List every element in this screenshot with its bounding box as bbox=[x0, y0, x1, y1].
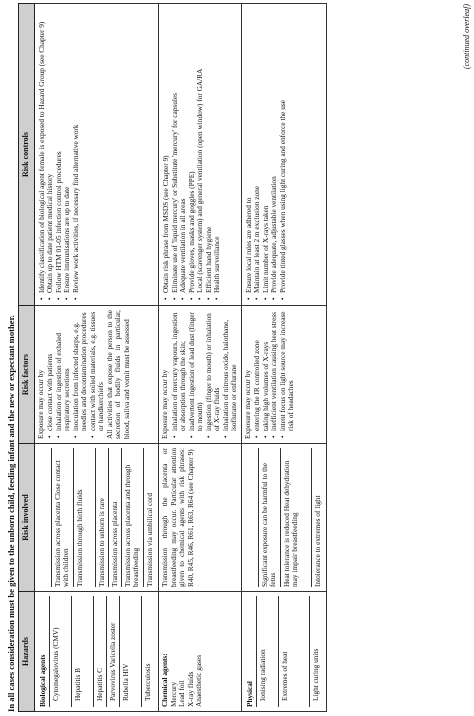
intro-text: In all cases consideration must be given to the unborn child, feeding infant and the new or expectant mother. bbox=[6, 315, 16, 712]
physical-risk-cell bbox=[241, 444, 327, 592]
biological-category: Biological agents bbox=[37, 654, 47, 707]
factor-item: • entering the IR controlled zone bbox=[253, 310, 262, 431]
control-item: • Identify classification of biological agent female is exposed to Hazard Group (see Chapter 9) bbox=[38, 8, 47, 293]
physical-controls-cell bbox=[241, 4, 327, 306]
factor-item: • inhalation of nitrous oxide, halothane, isoflurane or enflurane bbox=[222, 310, 239, 431]
factor-item: • ingestion (finger to mouth) or inhalation of X-ray fluids bbox=[205, 310, 222, 431]
header-row bbox=[19, 4, 35, 712]
risk-item bbox=[37, 448, 51, 587]
risk-item: Transmission through the placenta or breastfeeding may occur. Particular attention given to chemical agents with risk phrases: R40, R45, R46, R61, R63, R64 (see Chapter 9) bbox=[160, 448, 195, 587]
factors-intro: Exposure may occur by bbox=[242, 369, 252, 439]
hazard-item: Cytomegalovirus (CMV) bbox=[49, 596, 71, 707]
chemical-row bbox=[159, 4, 242, 712]
header-hazards: Hazards bbox=[19, 592, 35, 712]
factors-list bbox=[46, 310, 106, 439]
biological-hazards-cell bbox=[34, 592, 159, 712]
hazard-item: Hepatitis B bbox=[71, 596, 93, 707]
hazard-item: X-ray fluids bbox=[185, 671, 195, 707]
control-item: • Review work activities, if necessary find alternative work bbox=[72, 8, 81, 293]
control-item: • Maintain at least 2 m exclusion zone bbox=[253, 8, 262, 293]
risk-item: Transmission to unborn is rare bbox=[95, 448, 108, 587]
hazard-item: Mercury bbox=[168, 681, 178, 707]
risk-item: Heat tolerance is reduced Heat dehydration may impair breastfeeding bbox=[280, 448, 311, 587]
biological-controls-cell bbox=[34, 4, 159, 306]
control-item: • Obtain risk phrase from MSDS (see Chapter 9) bbox=[162, 8, 171, 293]
hazard-table bbox=[18, 3, 327, 712]
chemical-factors-cell bbox=[159, 306, 242, 444]
control-item: • Efficient hand hygiene bbox=[205, 8, 214, 293]
control-item: • Provide adequate, adjustable ventilation bbox=[270, 8, 279, 293]
hazard-item: Anaesthetic gases bbox=[194, 654, 203, 707]
factor-item: • close contact with patients bbox=[46, 310, 55, 431]
control-item: • Follow HTM 01-05 infection control procedures bbox=[55, 8, 64, 293]
factors-note: All activities that expose the person to the secretion of bodily fluids in particular, blood, saliva and vomit must be assessed bbox=[104, 310, 131, 439]
controls-list bbox=[38, 8, 81, 301]
hazard-item: Light curing units bbox=[309, 596, 323, 707]
hazard-item: Parvovirus Varicella zoster bbox=[106, 596, 119, 707]
risk-item: Significant exposure can be harmful to the fetus bbox=[258, 448, 280, 587]
continued-overleaf: (continued overleaf) bbox=[462, 4, 471, 70]
factor-item: • inadvertent ingestion of lead dust (finger to mouth) bbox=[188, 310, 205, 431]
control-item: • Obtain up to date patient medical history bbox=[46, 8, 55, 293]
physical-factors-cell bbox=[241, 306, 327, 444]
control-item: • Provide gloves, masks and goggles (PPE) bbox=[188, 8, 197, 293]
risk-item: Transmission through birth fluids bbox=[73, 448, 95, 587]
risk-item bbox=[244, 448, 258, 587]
risk-item: Transmission across placenta Close contact with children bbox=[51, 448, 73, 587]
header-risk-involved: Risk involved bbox=[19, 444, 35, 592]
chemical-risk-cell bbox=[159, 444, 242, 592]
factor-item: • taking high volumes of X-rays bbox=[262, 310, 271, 431]
hazard-item: Ionising radiation bbox=[256, 596, 278, 707]
hazard-item: Lead foil bbox=[177, 680, 186, 707]
control-item: • Local (scavenger system) and general ventilation (open window) for GA/RA bbox=[196, 8, 205, 293]
control-item: • Provide tinted glasses when using light curing and enforce the use bbox=[279, 8, 288, 293]
risk-item: Transmission via umbilical cord bbox=[143, 448, 157, 587]
factors-intro: Exposure may occur by bbox=[160, 369, 169, 439]
hazard-item: Tuberculosis bbox=[141, 596, 155, 707]
biological-row bbox=[34, 4, 159, 712]
biological-risk-cell bbox=[34, 444, 159, 592]
hazard-item: Rubella HIV bbox=[119, 596, 141, 707]
factor-item: • inefficient ventilation causing heat stress bbox=[270, 310, 279, 431]
chemical-category: Chemical agents: bbox=[160, 653, 169, 707]
factors-list bbox=[253, 310, 296, 439]
controls-list bbox=[245, 8, 288, 301]
risk-item: Transmission across placenta bbox=[108, 448, 121, 587]
control-item: • Adequate ventilation in all areas bbox=[179, 8, 188, 293]
chemical-hazards-cell bbox=[159, 592, 242, 712]
controls-list bbox=[162, 8, 222, 301]
risk-item: Transmission across placenta and through breastfeeding bbox=[121, 448, 143, 587]
factors-list bbox=[171, 310, 239, 439]
factor-item: • inoculation from infected sharps, e.g. needles and decontamination procedures bbox=[72, 310, 89, 431]
chemical-controls-cell bbox=[159, 4, 242, 306]
biological-factors-cell bbox=[34, 306, 159, 444]
header-risk-controls: Risk controls bbox=[19, 4, 35, 306]
factor-item: • contact with soiled materials, e.g. tissues or handkerchiefs bbox=[89, 310, 106, 431]
factor-item: • inhalation of mercury vapours, ingestion or absorption through the skin; bbox=[171, 310, 188, 431]
control-item: • Ensure local rules are adhered to bbox=[245, 8, 254, 293]
risk-item: Intolerance to extremes of light bbox=[311, 448, 325, 587]
factors-intro: Exposure may occur by bbox=[35, 369, 45, 439]
physical-hazards-cell bbox=[241, 592, 327, 712]
control-item: • Health surveillance bbox=[213, 8, 222, 293]
hazard-item: Extremes of heat bbox=[278, 596, 309, 707]
control-item: • Limit number of X-rays taken bbox=[262, 8, 271, 293]
factor-item: • inhalation or ingestion of exhaled respiratory secretions bbox=[55, 310, 72, 431]
control-item: • Ensure immunisations are up to date bbox=[63, 8, 72, 293]
physical-category: Physical bbox=[244, 681, 254, 707]
hazard-item: Hepatitis C bbox=[93, 596, 106, 707]
header-risk-factors: Risk factors bbox=[19, 306, 35, 444]
factor-item: • intent focus on light source may increase risk of headaches bbox=[279, 310, 296, 431]
physical-row bbox=[241, 4, 327, 712]
control-item: • Eliminate use of 'liquid mercury' or Substitute 'mercury' for capsules bbox=[171, 8, 180, 293]
